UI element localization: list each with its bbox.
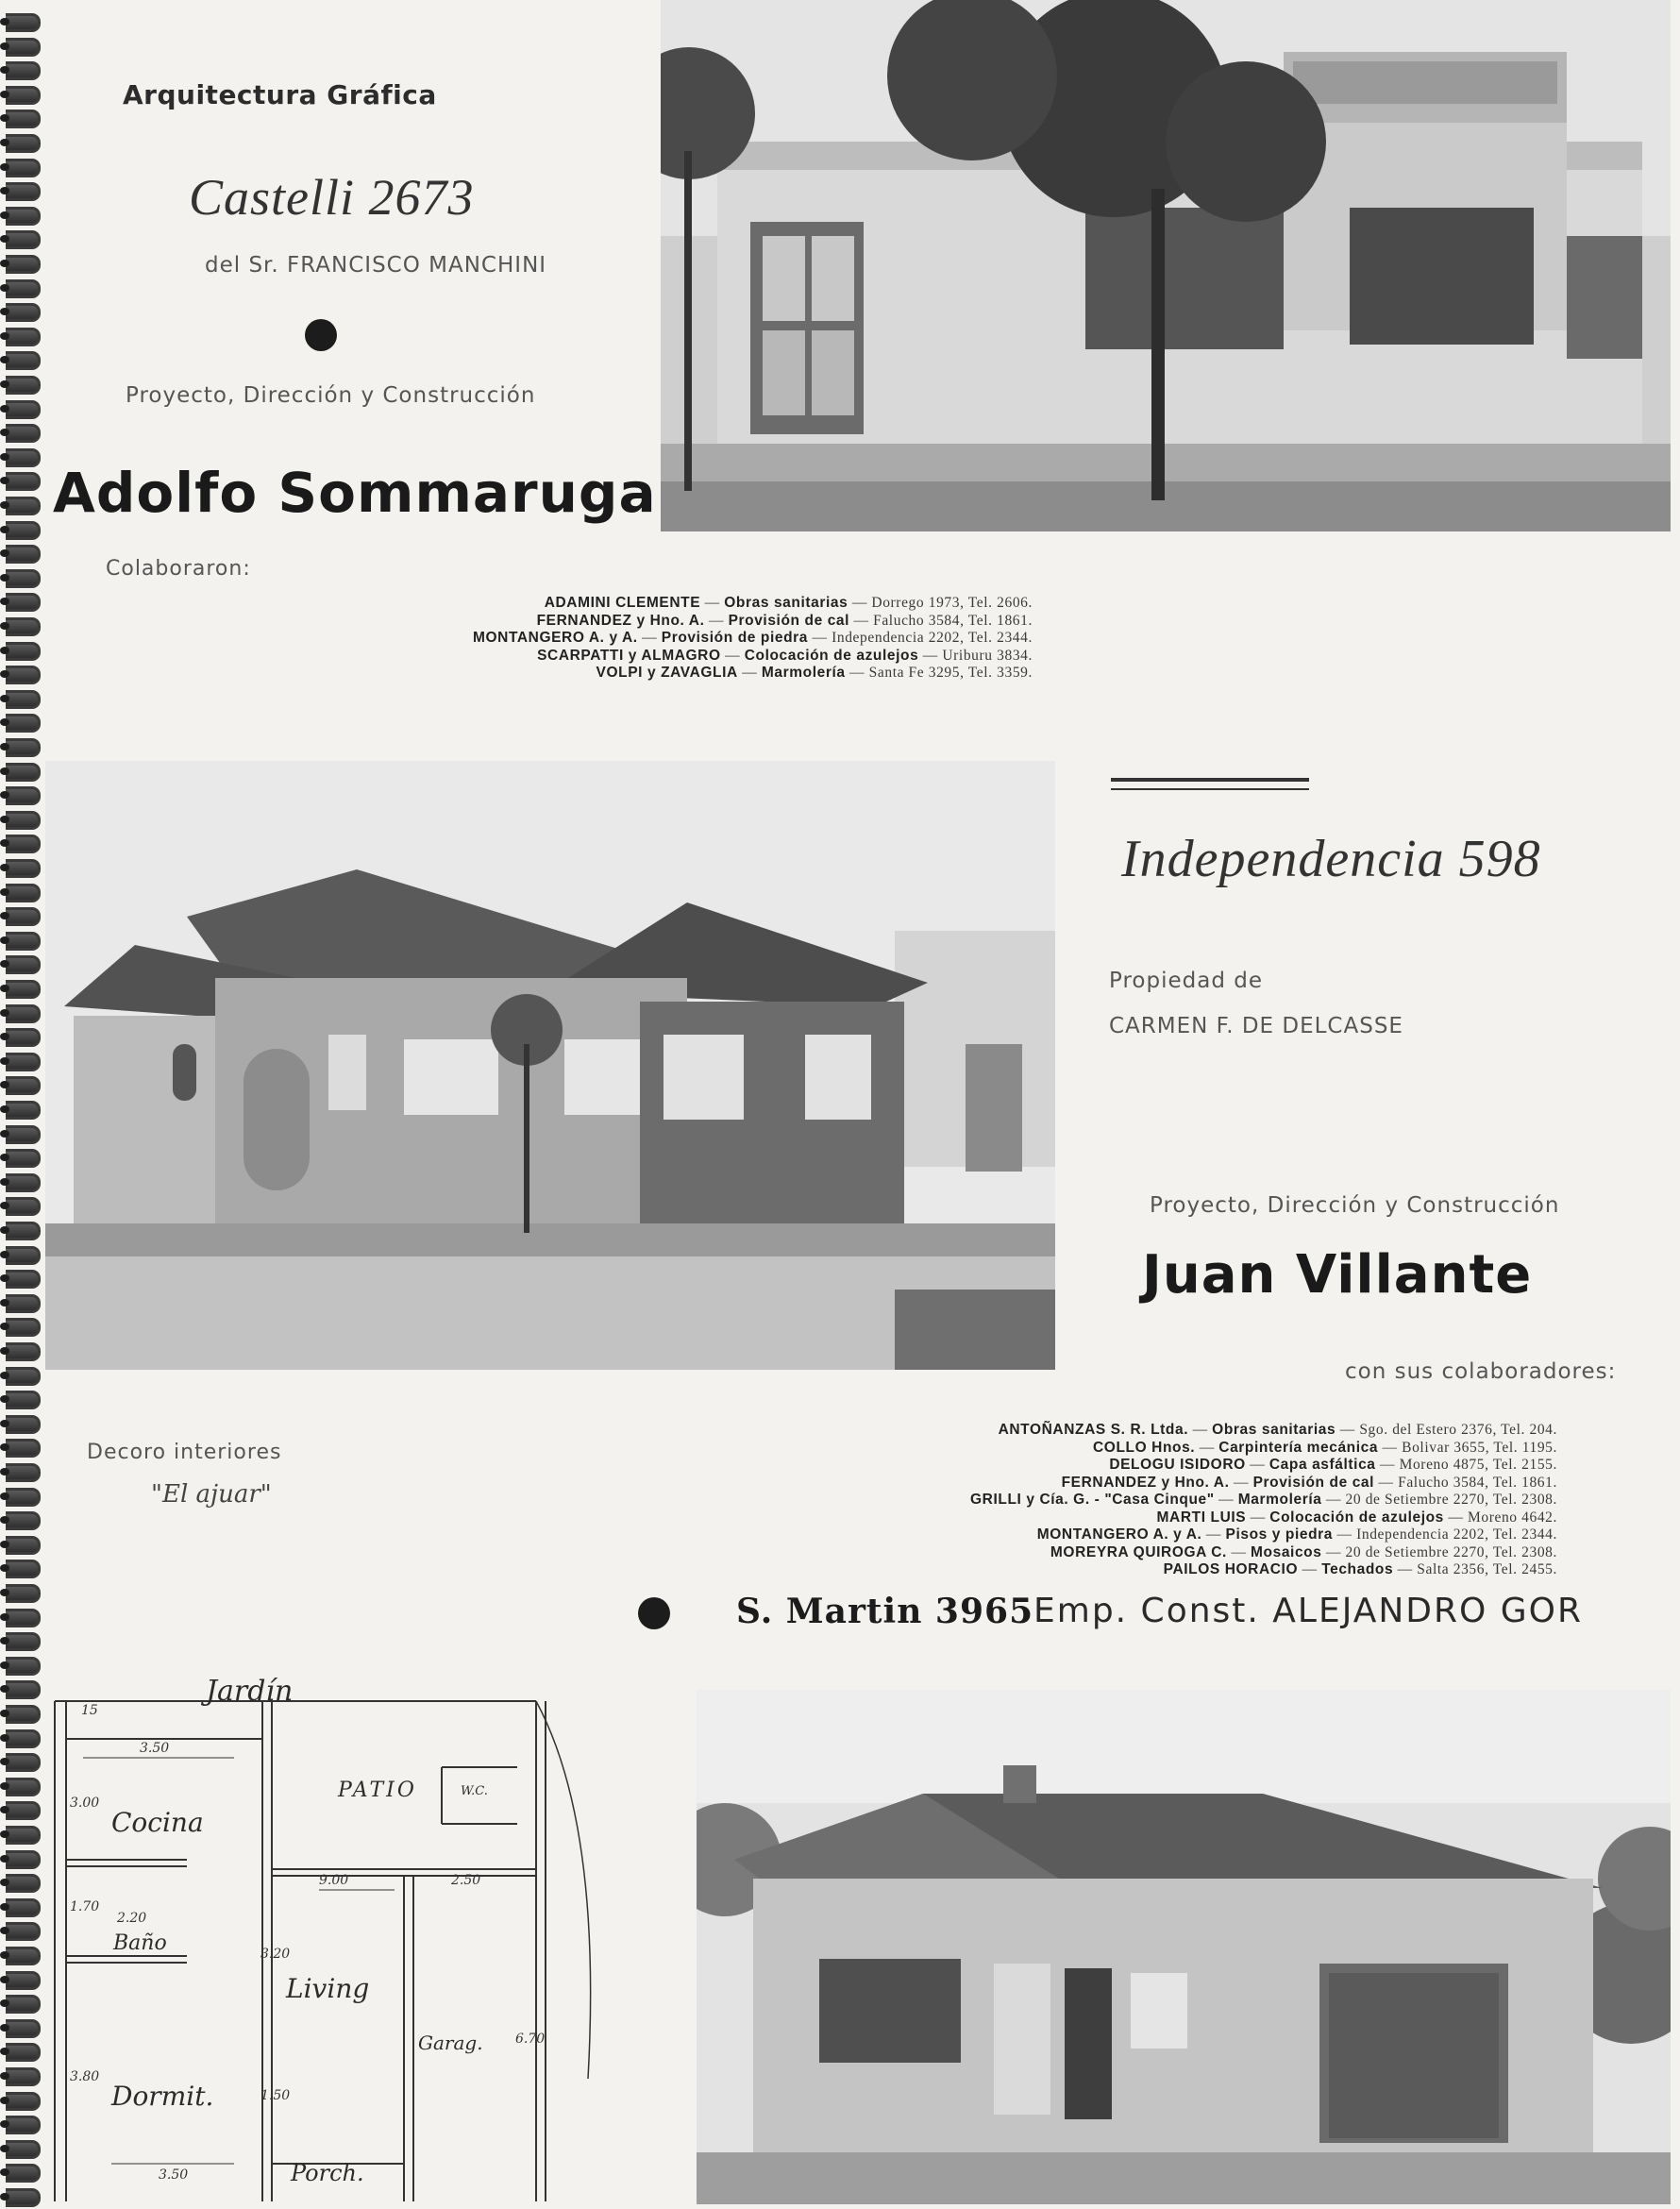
binding-ring — [6, 1632, 41, 1651]
collaborator-name: COLLO Hnos. — [1093, 1439, 1196, 1456]
plan-dim: 2.20 — [117, 1911, 147, 1926]
collaborator-trade: Provisión de cal — [1252, 1474, 1375, 1491]
binding-ring — [6, 351, 41, 370]
house1-photo — [661, 0, 1671, 531]
house1-collaborator-list — [473, 595, 1033, 683]
collaborator-row: DELOGU ISIDORO — Capa asfáltica — Moreno 4875, Tel. 2155. — [1109, 1457, 1557, 1473]
collaborator-row: MONTANGERO A. y A. — Pisos y piedra — Independencia 2202, Tel. 2344. — [1036, 1526, 1557, 1543]
binding-ring — [6, 1222, 41, 1240]
floor-plan — [45, 1673, 612, 2201]
binding-ring — [6, 907, 41, 926]
binding-ring — [6, 2019, 41, 2038]
binding-ring — [6, 1705, 41, 1724]
divider-line — [1111, 788, 1309, 790]
collaborator-trade: Techados — [1321, 1561, 1394, 1577]
collaborator-row: MOREYRA QUIROGA C. — Mosaicos — 20 de Setiembre 2270, Tel. 2308. — [1050, 1543, 1557, 1560]
binding-ring — [6, 593, 41, 612]
divider-line — [1111, 778, 1309, 782]
binding-ring — [6, 400, 41, 419]
plan-dim: 6.70 — [515, 2032, 546, 2047]
binding-ring — [6, 1536, 41, 1555]
collaborator-row: FERNANDEZ y Hno. A. — Provisión de cal — Falucho 3584, Tel. 1861. — [536, 612, 1033, 629]
collaborator-name: PAILOS HORACIO — [1163, 1561, 1299, 1577]
binding-ring — [6, 1801, 41, 1820]
plan-label-porch: Porch. — [291, 2160, 364, 2186]
binding-ring — [6, 2116, 41, 2134]
plan-dim: 3.50 — [140, 1741, 170, 1756]
binding-ring — [6, 1004, 41, 1023]
binding-ring — [6, 1850, 41, 1869]
binding-ring — [6, 1826, 41, 1845]
binding-ring — [6, 2067, 41, 2086]
collaborator-trade: Mosaicos — [1251, 1543, 1322, 1560]
binding-ring — [6, 424, 41, 443]
binding-ring — [6, 980, 41, 999]
plan-dim: 3.50 — [159, 2167, 189, 2183]
collaborator-address: Dorrego 1973, Tel. 2606. — [871, 595, 1033, 611]
binding-ring — [6, 1173, 41, 1192]
collaborator-address: Independencia 2202, Tel. 2344. — [1356, 1526, 1557, 1543]
collaborator-address: Uriburu 3834. — [942, 647, 1033, 664]
binding-ring — [6, 2188, 41, 2207]
binding-ring — [6, 1609, 41, 1627]
collaborator-address: Independencia 2202, Tel. 2344. — [832, 630, 1033, 646]
binding-ring — [6, 786, 41, 805]
binding-ring — [6, 1463, 41, 1482]
collaborator-row: GRILLI y Cía. G. - "Casa Cinque" — Marmolería — 20 de Setiembre 2270, Tel. 2308. — [970, 1492, 1557, 1508]
binding-ring — [6, 1149, 41, 1168]
binding-ring — [6, 763, 41, 782]
plan-dim: 3.20 — [260, 1947, 291, 1962]
plan-label-patio: PATIO — [338, 1779, 417, 1802]
binding-ring — [6, 1778, 41, 1796]
binding-ring — [6, 859, 41, 878]
house1-builder: Adolfo Sommaruga — [53, 461, 657, 525]
binding-ring — [6, 134, 41, 153]
plan-dim: 9.00 — [319, 1873, 349, 1888]
binding-ring — [6, 1995, 41, 2014]
binding-ring — [6, 376, 41, 395]
house2-street: Independencia 598 — [1121, 830, 1541, 888]
binding-ring — [6, 303, 41, 322]
bullet-dot — [638, 1597, 670, 1629]
collaborator-trade: Marmolería — [1237, 1492, 1322, 1508]
binding-ring — [6, 569, 41, 588]
binding-ring — [6, 1197, 41, 1216]
binding-ring — [6, 1560, 41, 1578]
binding-ring — [6, 1680, 41, 1699]
collaborator-address: Santa Fe 3295, Tel. 3359. — [868, 665, 1033, 681]
collaborator-address: Moreno 4875, Tel. 2155. — [1399, 1457, 1557, 1473]
house3-builder: Emp. Const. ALEJANDRO GOR — [1033, 1592, 1584, 1630]
collaborator-row: COLLO Hnos. — Carpintería mecánica — Bolivar 3655, Tel. 1195. — [1093, 1439, 1557, 1456]
house2-owner-label: Propiedad de — [1109, 969, 1263, 993]
house2-project-line: Proyecto, Dirección y Construcción — [1150, 1193, 1560, 1218]
binding-ring — [6, 1125, 41, 1144]
plan-dim: 3.00 — [70, 1796, 100, 1811]
binding-ring — [6, 932, 41, 951]
binding-ring — [6, 497, 41, 515]
binding-ring — [6, 1101, 41, 1120]
decor-label: Decoro interiores — [87, 1441, 282, 1464]
binding-ring — [6, 642, 41, 661]
collaborator-address: Falucho 3584, Tel. 1861. — [873, 612, 1033, 629]
binding-ring — [6, 230, 41, 249]
binding-ring — [6, 835, 41, 853]
collaborator-row: SCARPATTI y ALMAGRO — Colocación de azulejos — Uriburu 3834. — [537, 647, 1033, 664]
bullet-dot — [305, 319, 337, 351]
binding-ring — [6, 811, 41, 830]
binding-ring — [6, 328, 41, 346]
binding-ring — [6, 1318, 41, 1337]
collaborator-address: Bolivar 3655, Tel. 1195. — [1402, 1439, 1557, 1456]
collaborator-trade: Pisos y piedra — [1225, 1526, 1334, 1543]
binding-ring — [6, 1922, 41, 1941]
binding-ring — [6, 1971, 41, 1990]
binding-ring — [6, 207, 41, 226]
binding-ring — [6, 1657, 41, 1676]
binding-ring — [6, 1076, 41, 1095]
plan-dim: 3.80 — [70, 2069, 100, 2084]
binding-ring — [6, 1439, 41, 1458]
plan-label-dormit: Dormit. — [111, 2081, 214, 2112]
collaborator-name: ANTOÑANZAS S. R. Ltda. — [998, 1422, 1189, 1438]
binding-ring — [6, 1367, 41, 1386]
binding-ring — [6, 1584, 41, 1603]
collaborator-name: FERNANDEZ y Hno. A. — [1061, 1474, 1230, 1491]
collaborator-name: GRILLI y Cía. G. - "Casa Cinque" — [970, 1492, 1215, 1508]
binding-ring — [6, 1488, 41, 1507]
binding-ring — [6, 884, 41, 902]
plan-dim: 1.70 — [70, 1899, 100, 1914]
plan-label-wc: W.C. — [461, 1784, 488, 1798]
house1-street: Castelli 2673 — [189, 169, 475, 226]
binding-ring — [6, 617, 41, 636]
binding-ring — [6, 521, 41, 540]
plan-label-garag: Garag. — [418, 2032, 483, 2054]
section-title: Arquitectura Gráfica — [123, 79, 437, 110]
binding-ring — [6, 1415, 41, 1434]
binding-ring — [6, 690, 41, 709]
plan-dim: 2.50 — [451, 1873, 481, 1888]
collaborator-name: MONTANGERO A. y A. — [1036, 1526, 1202, 1543]
binding-ring — [6, 1246, 41, 1265]
collaborator-trade: Marmolería — [761, 665, 846, 681]
house2-photo — [45, 761, 1055, 1370]
binding-ring — [6, 1391, 41, 1409]
binding-ring — [6, 182, 41, 201]
house1-owner: del Sr. FRANCISCO MANCHINI — [205, 253, 547, 278]
house3-street: S. Martin 3965 — [736, 1592, 1034, 1631]
binding-ring — [6, 13, 41, 32]
binding-ring — [6, 279, 41, 298]
collaborator-name: SCARPATTI y ALMAGRO — [537, 647, 721, 664]
plan-dim: 1.50 — [260, 2088, 291, 2103]
house1-project-line: Proyecto, Dirección y Construcción — [126, 383, 536, 408]
binding-ring — [6, 2092, 41, 2111]
collaborator-row: MONTANGERO A. y A. — Provisión de piedra — Independencia 2202, Tel. 2344. — [473, 630, 1033, 646]
collaborator-trade: Obras sanitarias — [1212, 1422, 1336, 1438]
collaborator-address: Falucho 3584, Tel. 1861. — [1398, 1474, 1557, 1491]
binding-ring — [6, 1898, 41, 1917]
house2-owner: CARMEN F. DE DELCASSE — [1109, 1014, 1403, 1038]
binding-ring — [6, 1511, 41, 1530]
binding-ring — [6, 1053, 41, 1071]
binding-ring — [6, 61, 41, 80]
binding-ring — [6, 1028, 41, 1047]
binding-ring — [6, 1342, 41, 1361]
house1-collaborators-heading: Colaboraron: — [106, 557, 251, 581]
binding-ring — [6, 1874, 41, 1893]
collaborator-name: MOREYRA QUIROGA C. — [1050, 1543, 1227, 1560]
collaborator-row: MARTI LUIS — Colocación de azulejos — Moreno 4642. — [1156, 1509, 1557, 1526]
collaborator-row: VOLPI y ZAVAGLIA — Marmolería — Santa Fe 3295, Tel. 3359. — [596, 665, 1033, 681]
binding-ring — [6, 2043, 41, 2062]
collaborator-row: ADAMINI CLEMENTE — Obras sanitarias — Dorrego 1973, Tel. 2606. — [544, 595, 1033, 611]
binding-ring — [6, 110, 41, 128]
collaborator-address: 20 de Setiembre 2270, Tel. 2308. — [1345, 1543, 1557, 1560]
collaborator-address: Moreno 4642. — [1467, 1509, 1557, 1526]
collaborator-trade: Colocación de azulejos — [1269, 1509, 1444, 1526]
collaborator-name: DELOGU ISIDORO — [1109, 1457, 1246, 1473]
binding-ring — [6, 86, 41, 105]
binding-ring — [6, 1729, 41, 1748]
binding-ring — [6, 1270, 41, 1289]
collaborator-trade: Provisión de cal — [728, 612, 850, 629]
collaborator-row: PAILOS HORACIO — Techados — Salta 2356, Tel. 2455. — [1163, 1561, 1557, 1577]
spiral-binding — [0, 0, 43, 2209]
plan-label-jardin: Jardín — [206, 1675, 294, 1708]
binding-ring — [6, 38, 41, 57]
collaborator-row: ANTOÑANZAS S. R. Ltda. — Obras sanitarias — Sgo. del Estero 2376, Tel. 204. — [998, 1422, 1557, 1438]
binding-ring — [6, 1947, 41, 1965]
house2-collaborator-list — [970, 1422, 1557, 1579]
collaborator-trade: Obras sanitarias — [724, 595, 848, 611]
collaborator-trade: Capa asfáltica — [1268, 1457, 1376, 1473]
binding-ring — [6, 1294, 41, 1313]
binding-ring — [6, 2164, 41, 2183]
binding-ring — [6, 472, 41, 491]
decor-name: "El ajuar" — [151, 1480, 272, 1509]
binding-ring — [6, 545, 41, 564]
house2-collaborators-heading: con sus colaboradores: — [1345, 1359, 1617, 1384]
binding-ring — [6, 666, 41, 684]
house2-builder: Juan Villante — [1142, 1244, 1533, 1306]
binding-ring — [6, 255, 41, 274]
collaborator-name: MONTANGERO A. y A. — [473, 630, 638, 646]
binding-ring — [6, 1753, 41, 1772]
binding-ring — [6, 955, 41, 974]
binding-ring — [6, 2140, 41, 2159]
house3-photo — [697, 1690, 1671, 2204]
plan-label-living: Living — [286, 1973, 370, 2004]
plan-label-cocina: Cocina — [111, 1807, 204, 1838]
binding-ring — [6, 159, 41, 177]
collaborator-name: ADAMINI CLEMENTE — [544, 595, 701, 611]
collaborator-row: FERNANDEZ y Hno. A. — Provisión de cal — Falucho 3584, Tel. 1861. — [1061, 1474, 1557, 1491]
collaborator-name: FERNANDEZ y Hno. A. — [536, 612, 705, 629]
plan-label-bano: Baño — [113, 1931, 167, 1955]
collaborator-trade: Colocación de azulejos — [744, 647, 919, 664]
collaborator-name: MARTI LUIS — [1156, 1509, 1247, 1526]
collaborator-trade: Provisión de piedra — [661, 630, 809, 646]
binding-ring — [6, 714, 41, 733]
collaborator-address: Salta 2356, Tel. 2455. — [1417, 1561, 1557, 1577]
collaborator-address: 20 de Setiembre 2270, Tel. 2308. — [1345, 1492, 1557, 1508]
collaborator-name: VOLPI y ZAVAGLIA — [596, 665, 738, 681]
collaborator-trade: Carpintería mecánica — [1218, 1439, 1379, 1456]
collaborator-address: Sgo. del Estero 2376, Tel. 204. — [1359, 1422, 1557, 1438]
binding-ring — [6, 738, 41, 757]
binding-ring — [6, 448, 41, 467]
plan-dim: 15 — [81, 1703, 98, 1718]
